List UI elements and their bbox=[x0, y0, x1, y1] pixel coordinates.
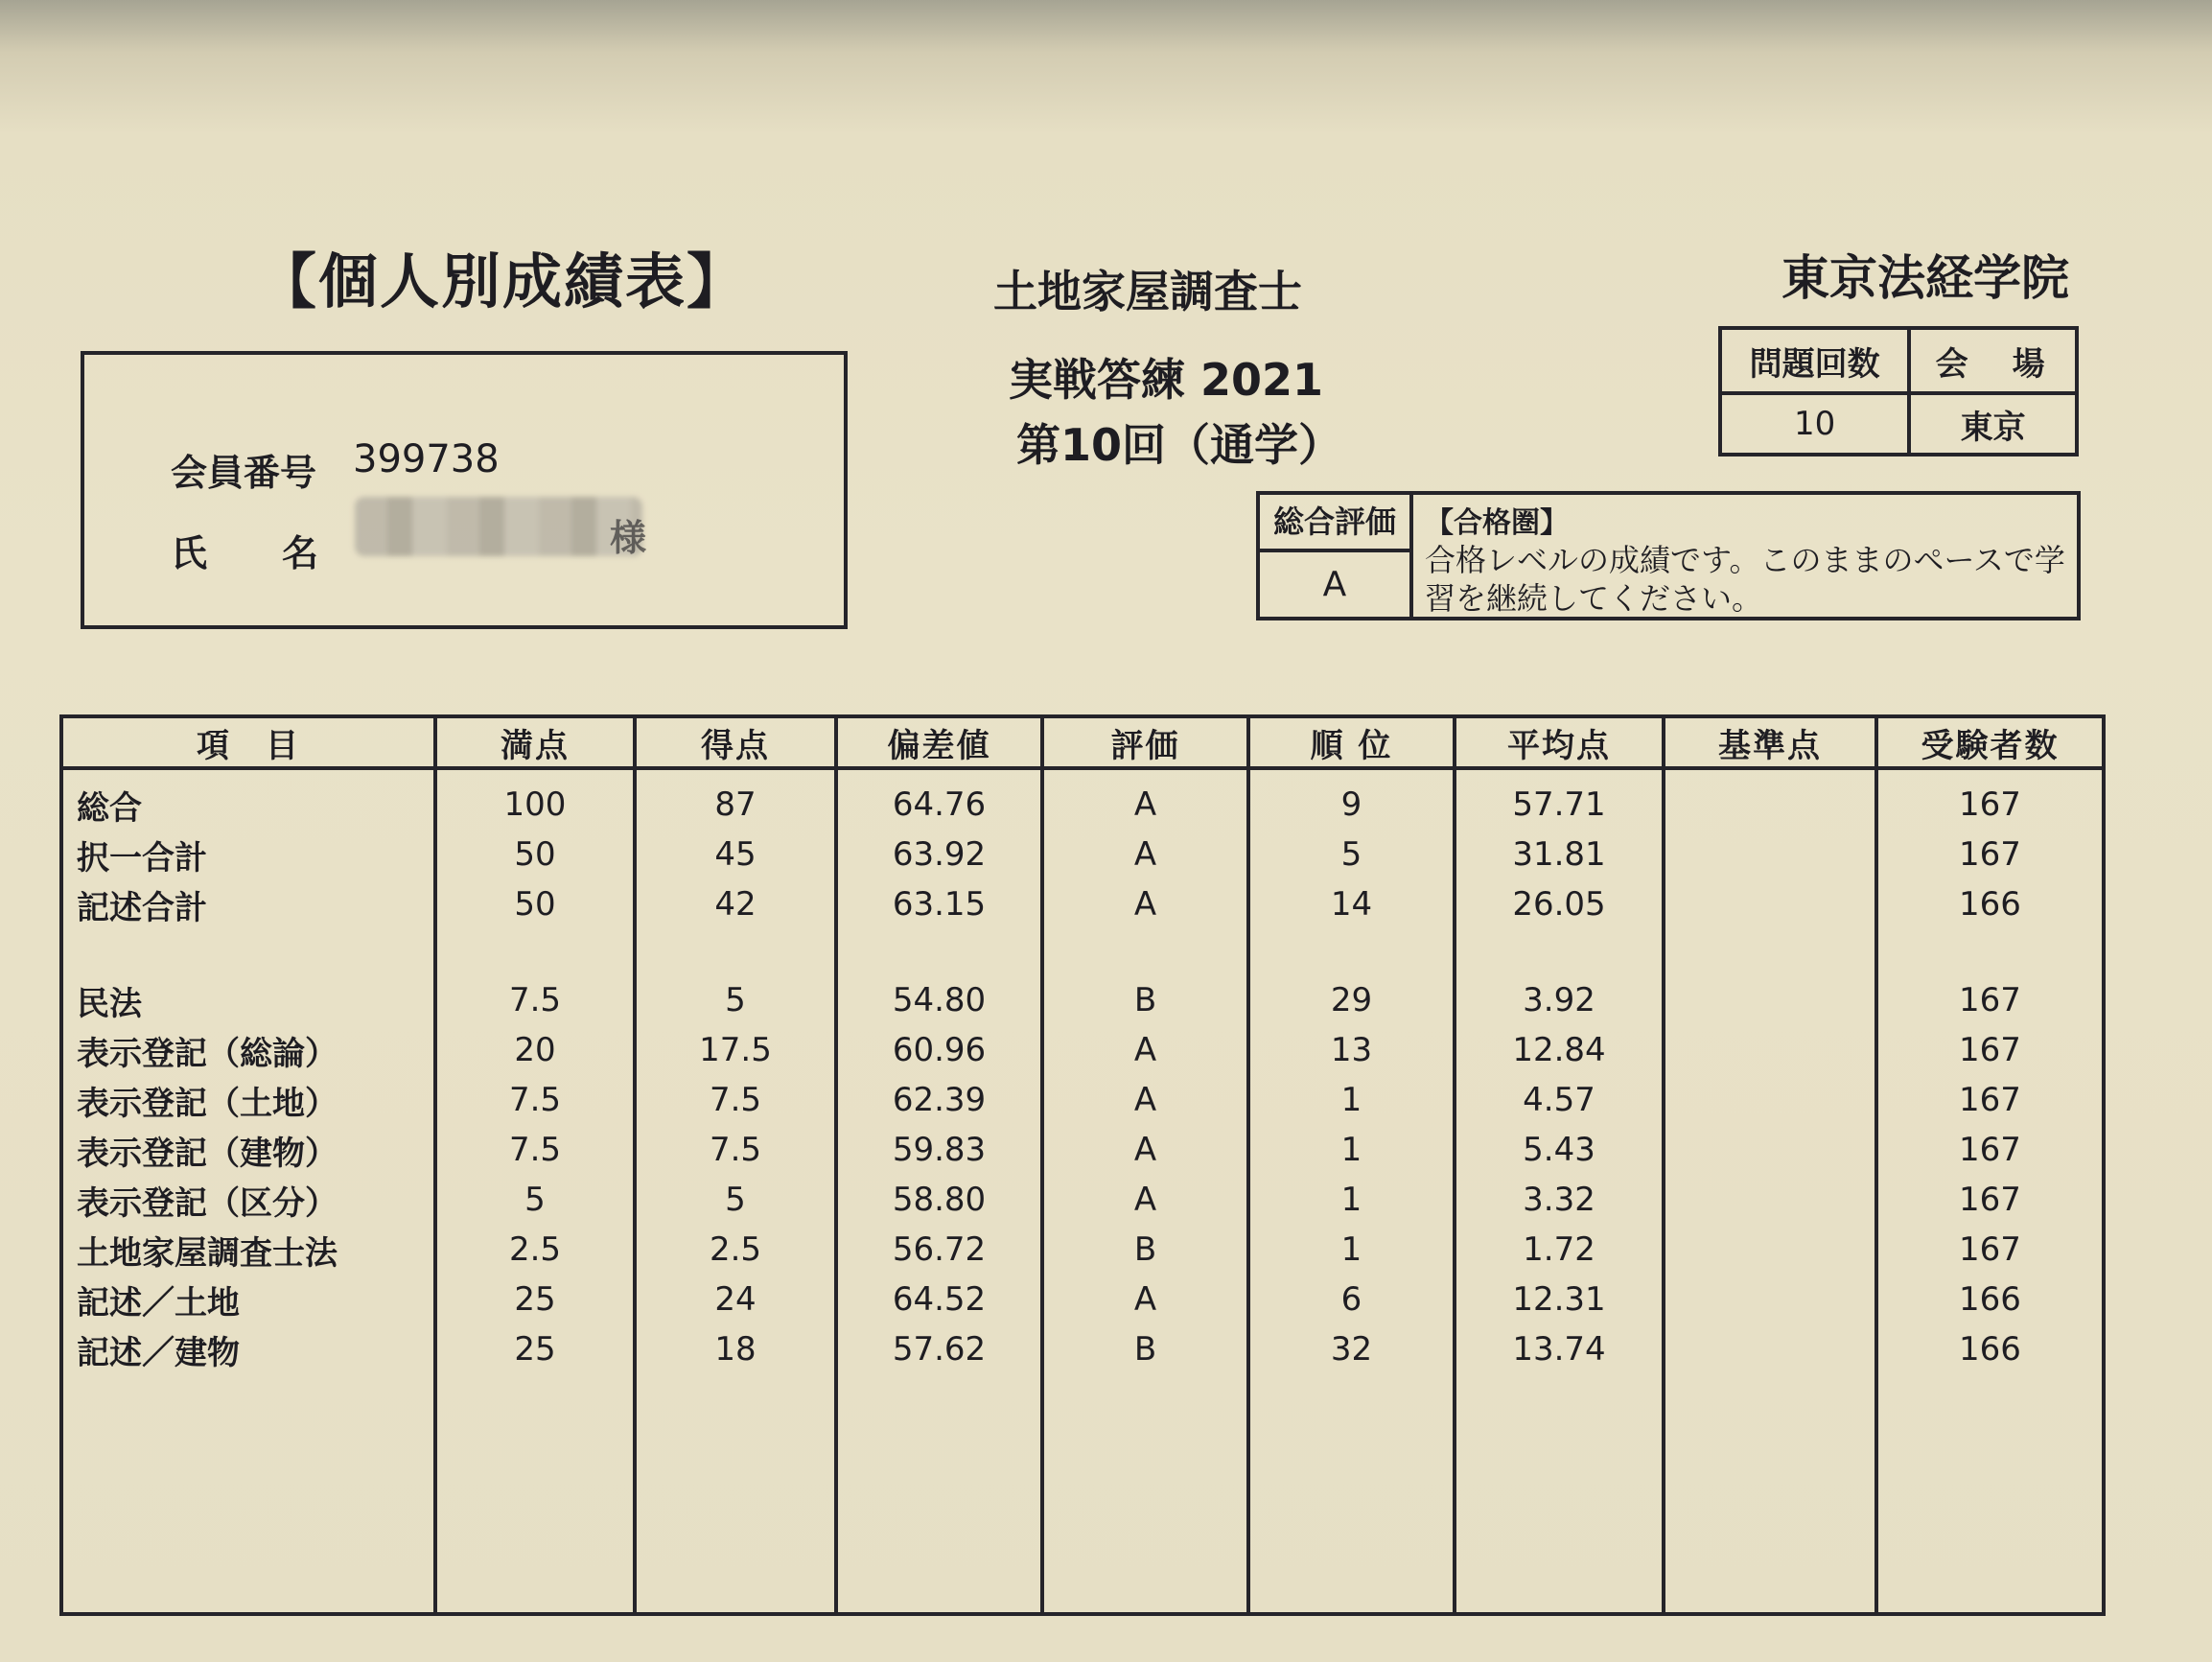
row-rank: 1 bbox=[1248, 1075, 1455, 1125]
row-examinees: 167 bbox=[1876, 1125, 2104, 1175]
row-examinees: 166 bbox=[1876, 1324, 2104, 1374]
row-grade: B bbox=[1042, 1225, 1248, 1275]
row-rank: 13 bbox=[1248, 1025, 1455, 1075]
table-row bbox=[61, 768, 2104, 830]
row-average: 31.81 bbox=[1455, 830, 1664, 879]
name-suffix: 様 bbox=[610, 517, 647, 559]
row-average: 1.72 bbox=[1455, 1225, 1664, 1275]
row-average: 12.84 bbox=[1455, 1025, 1664, 1075]
row-score: 7.5 bbox=[635, 1075, 836, 1125]
row-grade: A bbox=[1042, 1175, 1248, 1225]
row-max: 25 bbox=[435, 1324, 635, 1374]
row-score: 87 bbox=[635, 768, 836, 830]
row-average: 5.43 bbox=[1455, 1125, 1664, 1175]
row-deviation: 64.52 bbox=[836, 1275, 1042, 1324]
header-rank: 順 位 bbox=[1248, 716, 1455, 768]
row-deviation: 64.76 bbox=[836, 768, 1042, 830]
row-standard bbox=[1664, 1175, 1876, 1225]
row-rank: 29 bbox=[1248, 975, 1455, 1025]
row-item: 民法 bbox=[61, 975, 435, 1025]
row-rank: 1 bbox=[1248, 1225, 1455, 1275]
row-score: 45 bbox=[635, 830, 836, 879]
row-item: 表示登記（総論） bbox=[61, 1025, 435, 1075]
venue-value: 東京 bbox=[1909, 393, 2077, 455]
row-item: 土地家屋調査士法 bbox=[61, 1225, 435, 1275]
row-max: 20 bbox=[435, 1025, 635, 1075]
row-examinees: 167 bbox=[1876, 1225, 2104, 1275]
row-examinees: 166 bbox=[1876, 879, 2104, 929]
row-grade: A bbox=[1042, 830, 1248, 879]
row-standard bbox=[1664, 830, 1876, 879]
header-average: 平均点 bbox=[1455, 716, 1664, 768]
row-average: 3.32 bbox=[1455, 1175, 1664, 1225]
row-rank: 14 bbox=[1248, 879, 1455, 929]
overall-evaluation-grade: A bbox=[1322, 565, 1347, 604]
row-average: 26.05 bbox=[1455, 879, 1664, 929]
row-rank: 1 bbox=[1248, 1125, 1455, 1175]
row-deviation: 60.96 bbox=[836, 1025, 1042, 1075]
row-item: 記述／建物 bbox=[61, 1324, 435, 1374]
row-average: 57.71 bbox=[1455, 768, 1664, 830]
row-item: 択一合計 bbox=[61, 830, 435, 879]
row-score: 2.5 bbox=[635, 1225, 836, 1275]
row-standard bbox=[1664, 879, 1876, 929]
row-rank: 6 bbox=[1248, 1275, 1455, 1324]
row-examinees: 167 bbox=[1876, 830, 2104, 879]
table-empty-area bbox=[61, 1374, 2104, 1614]
member-info-box bbox=[81, 351, 848, 629]
row-score: 5 bbox=[635, 975, 836, 1025]
row-deviation: 58.80 bbox=[836, 1175, 1042, 1225]
row-grade: A bbox=[1042, 1075, 1248, 1125]
row-rank: 5 bbox=[1248, 830, 1455, 879]
row-rank: 1 bbox=[1248, 1175, 1455, 1225]
row-grade: A bbox=[1042, 1275, 1248, 1324]
row-examinees: 167 bbox=[1876, 1025, 2104, 1075]
row-average: 13.74 bbox=[1455, 1324, 1664, 1374]
row-score: 42 bbox=[635, 879, 836, 929]
row-deviation: 56.72 bbox=[836, 1225, 1042, 1275]
row-deviation: 54.80 bbox=[836, 975, 1042, 1025]
row-deviation: 63.15 bbox=[836, 879, 1042, 929]
member-number-label: 会員番号 bbox=[171, 452, 317, 494]
overall-evaluation-label: 総合評価 bbox=[1260, 495, 1409, 552]
table-row bbox=[61, 1025, 2104, 1075]
table-spacer-row bbox=[61, 929, 2104, 975]
venue-label: 会 場 bbox=[1909, 328, 2077, 393]
row-score: 18 bbox=[635, 1324, 836, 1374]
row-standard bbox=[1664, 768, 1876, 830]
row-grade: B bbox=[1042, 1324, 1248, 1374]
row-average: 4.57 bbox=[1455, 1075, 1664, 1125]
header-deviation: 偏差値 bbox=[836, 716, 1042, 768]
row-score: 17.5 bbox=[635, 1025, 836, 1075]
table-row bbox=[61, 975, 2104, 1025]
row-item: 総合 bbox=[61, 768, 435, 830]
row-average: 12.31 bbox=[1455, 1275, 1664, 1324]
row-examinees: 167 bbox=[1876, 768, 2104, 830]
exam-round: 第10回（通学） bbox=[1016, 419, 1343, 471]
row-max: 7.5 bbox=[435, 975, 635, 1025]
member-number-value: 399738 bbox=[353, 437, 500, 481]
exam-name: 土地家屋調査士 bbox=[993, 266, 1302, 317]
row-max: 50 bbox=[435, 830, 635, 879]
row-examinees: 167 bbox=[1876, 975, 2104, 1025]
row-grade: A bbox=[1042, 879, 1248, 929]
table-row bbox=[61, 1324, 2104, 1374]
row-standard bbox=[1664, 1025, 1876, 1075]
row-grade: A bbox=[1042, 1025, 1248, 1075]
overall-evaluation-box bbox=[1256, 491, 2081, 620]
school-name: 東京法経学院 bbox=[1781, 250, 2069, 306]
row-deviation: 57.62 bbox=[836, 1324, 1042, 1374]
redacted-name bbox=[355, 497, 642, 556]
row-item: 記述合計 bbox=[61, 879, 435, 929]
row-item: 記述／土地 bbox=[61, 1275, 435, 1324]
row-item: 表示登記（建物） bbox=[61, 1125, 435, 1175]
row-max: 25 bbox=[435, 1275, 635, 1324]
row-grade: A bbox=[1042, 768, 1248, 830]
row-examinees: 167 bbox=[1876, 1075, 2104, 1125]
round-label: 問題回数 bbox=[1720, 328, 1909, 393]
row-standard bbox=[1664, 1275, 1876, 1324]
row-rank: 32 bbox=[1248, 1324, 1455, 1374]
header-item: 項 目 bbox=[61, 716, 435, 768]
row-average: 3.92 bbox=[1455, 975, 1664, 1025]
row-max: 50 bbox=[435, 879, 635, 929]
row-standard bbox=[1664, 1225, 1876, 1275]
row-score: 24 bbox=[635, 1275, 836, 1324]
table-row bbox=[61, 1275, 2104, 1324]
row-item: 表示登記（土地） bbox=[61, 1075, 435, 1125]
row-rank: 9 bbox=[1248, 768, 1455, 830]
row-score: 5 bbox=[635, 1175, 836, 1225]
row-deviation: 62.39 bbox=[836, 1075, 1042, 1125]
evaluation-comment: 合格レベルの成績です。このままのペースで学習を継続してください。 bbox=[1425, 542, 2065, 617]
header-score: 得点 bbox=[635, 716, 836, 768]
table-row bbox=[61, 1175, 2104, 1225]
table-row bbox=[61, 879, 2104, 929]
row-examinees: 166 bbox=[1876, 1275, 2104, 1324]
row-standard bbox=[1664, 1324, 1876, 1374]
row-max: 7.5 bbox=[435, 1075, 635, 1125]
header-grade: 評価 bbox=[1042, 716, 1248, 768]
row-max: 5 bbox=[435, 1175, 635, 1225]
row-standard bbox=[1664, 1125, 1876, 1175]
report-title: 【個人別成績表】 bbox=[257, 246, 749, 316]
row-item: 表示登記（区分） bbox=[61, 1175, 435, 1225]
header-standard: 基準点 bbox=[1664, 716, 1876, 768]
table-row bbox=[61, 1075, 2104, 1125]
row-max: 100 bbox=[435, 768, 635, 830]
row-deviation: 63.92 bbox=[836, 830, 1042, 879]
row-deviation: 59.83 bbox=[836, 1125, 1042, 1175]
row-grade: A bbox=[1042, 1125, 1248, 1175]
table-row bbox=[61, 830, 2104, 879]
row-max: 2.5 bbox=[435, 1225, 635, 1275]
table-row bbox=[61, 1125, 2104, 1175]
row-grade: B bbox=[1042, 975, 1248, 1025]
row-standard bbox=[1664, 1075, 1876, 1125]
round-value: 10 bbox=[1720, 393, 1909, 455]
table-row bbox=[61, 1225, 2104, 1275]
row-score: 7.5 bbox=[635, 1125, 836, 1175]
header-max: 満点 bbox=[435, 716, 635, 768]
row-standard bbox=[1664, 975, 1876, 1025]
session-table bbox=[1718, 326, 2079, 456]
row-max: 7.5 bbox=[435, 1125, 635, 1175]
grades-header-row bbox=[61, 716, 2104, 768]
row-examinees: 167 bbox=[1876, 1175, 2104, 1225]
header-examinees: 受験者数 bbox=[1876, 716, 2104, 768]
evaluation-heading: 【合格圏】 bbox=[1425, 506, 1569, 540]
grades-table bbox=[59, 714, 2106, 1616]
exam-series: 実戦答練 2021 bbox=[1009, 354, 1324, 406]
member-name-label: 氏 名 bbox=[171, 532, 338, 574]
